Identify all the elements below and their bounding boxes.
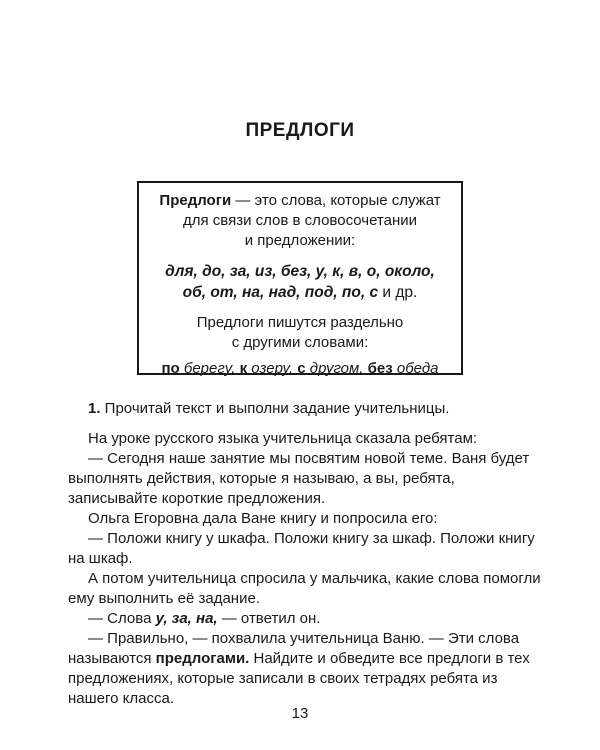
prep-k: к (239, 360, 248, 377)
exercise-1 (68, 399, 548, 709)
phrase-4: обеда (392, 360, 439, 377)
p6-start: — Слова (88, 610, 156, 627)
rule-box (137, 181, 463, 375)
paragraph-4: — Положи книгу у шкафа. Положи книгу за шкаф. Положи книгу на шкаф. (68, 530, 535, 567)
examples-line-2 (139, 282, 461, 303)
prep-bez: без (367, 360, 393, 377)
paragraph-7 (68, 629, 548, 709)
rule2-line-1: Предлоги пишутся раздельно (196, 314, 404, 331)
paragraph-3: Ольга Егоровна дала Ване книгу и попросила его: (88, 510, 438, 527)
examples-line-1: для, до, за, из, без, у, к, в, о, около, (165, 263, 435, 280)
phrase-examples (139, 359, 461, 379)
paragraph-5: А потом учительница спросила у мальчика, какие слова помогли ему выполнить её задание. (68, 570, 541, 607)
rule2-line-2: с другими словами: (231, 334, 369, 351)
paragraph-1: На уроке русского языка учительница сказала ребятам: (88, 430, 478, 447)
prep-s: с (297, 360, 306, 377)
page-number: 13 (291, 705, 309, 722)
definition-line-1 (139, 191, 461, 211)
exercise-number: 1. (88, 400, 101, 417)
exercise-task-text: Прочитай текст и выполни задание учительницы. (100, 400, 450, 417)
definition-text: — это слова, которые служат (231, 192, 441, 209)
examples-list: об, от, на, над, под, по, с (182, 284, 379, 301)
page-title: ПРЕДЛОГИ (245, 120, 355, 141)
definition-line-3: и предложении: (244, 232, 356, 249)
paragraph-6 (68, 609, 548, 629)
p7-end: Найдите и обведите все предлоги в тех предложениях, которые записали в своих тетрадях ребята из нашего класса. (68, 650, 530, 707)
phrase-3: другом, (305, 360, 368, 377)
spelling-rule (139, 313, 461, 353)
p7-start: — Правильно, — похвалила учительница Ваню. — Эти слова называются (68, 630, 520, 667)
phrase-1: берегу, (179, 360, 240, 377)
paragraph-2: — Сегодня наше занятие мы посвятим новой теме. Ваня будет выполнять действия, которые я называю, а вы, ребята, записывайте короткие предложения. (68, 450, 530, 507)
phrase-2: озеру, (247, 360, 298, 377)
definition-line-2: для связи слов в словосочетании (182, 212, 417, 229)
exercise-task (68, 399, 548, 419)
prep-po: по (161, 360, 180, 377)
p6-words: у, за, на, (155, 610, 218, 627)
preposition-examples (139, 261, 461, 303)
p6-end: — ответил он. (217, 610, 321, 627)
term-predlogi: Предлоги (159, 192, 232, 209)
examples-tail: и др. (378, 284, 418, 301)
p7-bold: предлогами. (155, 650, 250, 667)
